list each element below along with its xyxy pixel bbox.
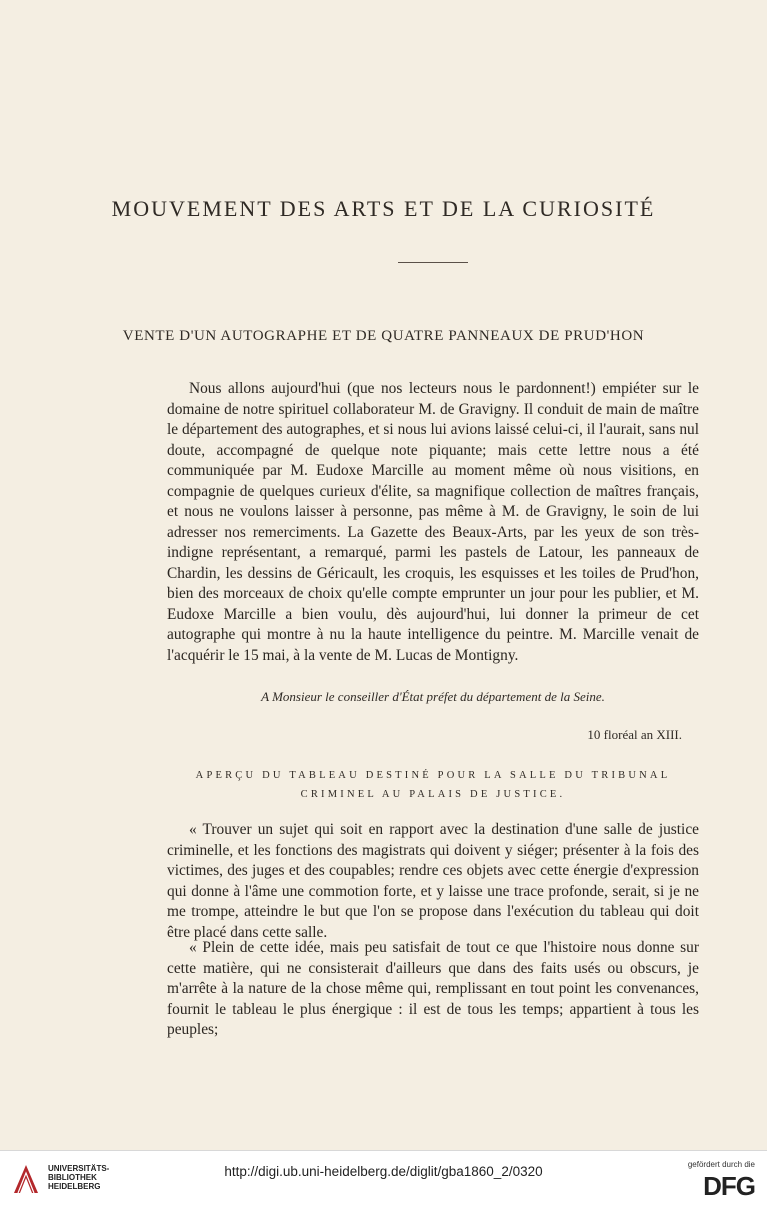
paragraph-text: « Trouver un sujet qui soit en rapport avec la destination d'une salle de justice criminelle, et les fonctions des magistrats qui doivent y siéger; présenter à la fois des victimes, des juges et des coupables; rendre ces objets avec cette énergie d'expression qui donne à l'âme une commotion forte, et y laisse une trace profonde, serait, si je ne me trompe, atteindre le but que l'on se propose dans l'exécution du tableau qui doit être placé dans cette salle. — [167, 821, 699, 941]
body-paragraph-3 — [167, 938, 699, 1041]
viewer-footer — [0, 1150, 767, 1207]
letter-date: 10 floréal an XIII. — [587, 727, 682, 742]
title-divider — [398, 262, 468, 263]
dfg-logo: DFG — [703, 1171, 755, 1201]
section-heading-line-1: APERÇU DU TABLEAU DESTINÉ POUR LA SALLE DU TRIBUNAL — [195, 770, 671, 781]
permalink-url[interactable]: http://digi.ub.uni-heidelberg.de/diglit/gba1860_2/0320 — [224, 1164, 543, 1179]
article-subtitle: VENTE D'UN AUTOGRAPHE ET DE QUATRE PANNEAUX DE PRUD'HON — [122, 328, 645, 344]
dfg-tagline: gefördert durch die — [687, 1160, 755, 1169]
body-paragraph-1 — [167, 379, 699, 666]
article-title: MOUVEMENT DES ARTS ET DE LA CURIOSITÉ — [111, 196, 656, 221]
paragraph-text: Nous allons aujourd'hui (que nos lecteurs nous le pardonnent!) empiéter sur le domaine de notre spirituel collaborateur M. de Gravigny. Il conduit de main de maître le département des autographes, et si nous lui avions laissé celui-ci, il l'aurait, sans nul doute, accompagné de quelque note piquante; mais cette lettre nous a été communiquée par M. Eudoxe Marcille au moment même où nous visitions, en compagnie de quelques curieux d'élite, sa magnifique collection de maîtres français, et nous ne voulons laisser à personne, pas même à M. de Gravigny, le soin de lui adresser nos remerciments. La Gazette des Beaux-Arts, par les yeux de son très-indigne représentant, a remarqué, parmi les pastels de Latour, les panneaux de Chardin, les dessins de Géricault, les croquis, les esquisses et les toiles de Prud'hon, bien des morceaux de choix qu'elle compte emprunter un jour pour les publier, et M. Eudoxe Marcille a bien voulu, dès aujourd'hui, lui donner la primeur de cet autographe qui montre à nu la haute intelligence du peintre. M. Marcille venait de l'acquérir le 15 mai, à la vente de M. Lucas de Montigny. — [167, 380, 699, 664]
section-heading-line-2: CRIMINEL AU PALAIS DE JUSTICE. — [300, 789, 566, 800]
uni-name-line: UNIVERSITÄTS- — [48, 1164, 110, 1173]
letter-address: A Monsieur le conseiller d'État préfet du département de la Seine. — [261, 689, 605, 704]
body-paragraph-2 — [167, 820, 699, 943]
uni-name-line: HEIDELBERG — [48, 1182, 101, 1191]
paragraph-text: « Plein de cette idée, mais peu satisfait de tout ce que l'histoire nous donne sur cette matière, qui ne consisterait d'ailleurs que dans des faits usés ou obscurs, je m'arrête à la nature de la chose même qui, remplissant en tout point les convenances, fournit le tableau le plus énergique : il est de tous les temps; appartient à tous les peuples; — [167, 939, 699, 1038]
uni-name-line: BIBLIOTHEK — [48, 1173, 97, 1182]
section-heading — [167, 766, 699, 804]
